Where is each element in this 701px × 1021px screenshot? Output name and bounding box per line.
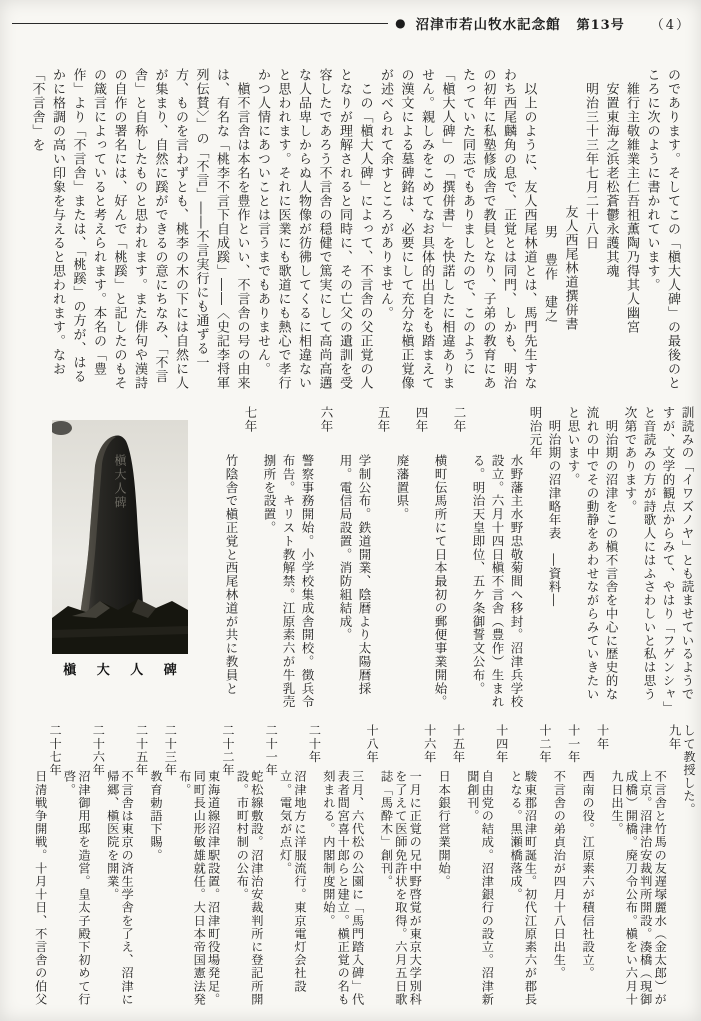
epitaph-signature: 友人西尾林道撰併書 bbox=[562, 205, 578, 331]
entry-year: 四年 bbox=[414, 406, 429, 433]
entry-year: 十年 bbox=[595, 724, 610, 751]
chronology-heading: 明治期の沼津略年表 ―資料― bbox=[547, 406, 562, 607]
paragraph: 訓読みの「イワズノヤ」とも読ませているようですが、文学的観点からみて、やはり「フゲンシャ」と音読みの方が詩歌人にはふさわしいと私は思う次第であります。 bbox=[623, 406, 695, 708]
paragraph: 明治期の沼津をこの槇不言舎を中心に歴史的な流れの中でその動静をあわせながらみていきたいと思います。 bbox=[566, 406, 619, 701]
entry-text: 蛇松線敷設。沼津治安裁判所に登記所開設。市町村制の公布。 bbox=[235, 770, 264, 1006]
entry-text: 三月、六代松の公園に「馬門踏入碑」代表者間宮喜十郎らと建立。槇正覚の名も刻まれる。内閣制度開始。 bbox=[321, 770, 365, 1006]
entry-year: 十五年 bbox=[451, 724, 466, 764]
entry-text: 学制公布。鉄道開業、陰暦より太陽暦採用。電信局設置。消防組結成。 bbox=[338, 454, 372, 696]
chronology-entry bbox=[33, 724, 62, 1012]
chronology-entry bbox=[177, 724, 235, 1012]
entry-text: 警察事務開始。小学校集成舎開校。徴兵令布告。キリスト教解禁。江原素六が牛乳売捌所を設置。 bbox=[262, 454, 315, 709]
page-header bbox=[12, 12, 691, 34]
entry-text: 不言舎の弟貞治が四月十八日出生。 bbox=[552, 770, 567, 980]
entry-year: 二年 bbox=[452, 406, 467, 433]
entry-text: 水野藩主水野忠敬菊間へ移封。沼津兵学校設立。六月十四日槇不言舎（豊作）生まれる。明治天皇即位、五ケ条御誓文公布。 bbox=[471, 454, 524, 709]
chronology-entry bbox=[610, 724, 682, 1012]
epitaph-date: 明治三十三年七月二十八日 bbox=[583, 82, 598, 250]
paragraph: のであります。そしてこの「槇大人碑」の最後のところに次のように書かれています。 bbox=[644, 68, 680, 390]
epitaph-line: 安置東海之浜老松蒼鬱永護其魂 bbox=[603, 82, 619, 278]
article-band-top bbox=[30, 68, 682, 390]
paragraph: この「槇大人碑」によって、不言舎の父正覚の人となりが理解されると同時に、その亡父の遺訓を受容したであろう不言舎の穏健で篤実にして高尚高邁な人品卑しからぬ人物像が彷彿してくるに相違ないと思われます。それに医業にも歌道にも熱心で孝行かつ人情にあついことは言うまでもありません。 bbox=[255, 68, 373, 390]
chronology-entry bbox=[581, 724, 610, 1012]
publication-title: 沼津市若山牧水記念館 bbox=[415, 17, 561, 33]
epitaph-signature: 男 豊作 建之 bbox=[542, 225, 557, 323]
article-band-bottom bbox=[28, 724, 696, 1012]
entry-year: 十六年 bbox=[422, 724, 437, 764]
paragraph: 槇不言舎は本名を豊作といい、不言舎の号の由来は、有名な「桃李不言下自成蹊」――〈史記李将軍列伝賛〉」の「不言」――不言実行にも通ずる一方、ものを言わずとも、桃李の木の下には自然に人が集まり、自然に蹊ができるの意にちなみ、「不言舎」と自称したものと思われます。また俳句や漢詩の自作の署名には、好んで「桃蹊」と記したのもその箴言によっていると考えられます。本名の「豊作」より「不言舎」または、「桃蹊」の方が、はるかに格調の高い印象を与えると思われます。なお「不言舎」を bbox=[29, 68, 250, 390]
entry-text: 廃藩置県。 bbox=[395, 454, 410, 521]
chronology-entry bbox=[235, 724, 278, 1012]
chronology-entry bbox=[469, 406, 545, 714]
photo-caption: 槇 大 人 碑 bbox=[63, 663, 185, 678]
entry-year: 五年 bbox=[376, 406, 391, 433]
chronology-entry bbox=[149, 724, 178, 1012]
entry-text: 一月に正覚の兄中野啓覚が東京大学別科を了えて医師免許状を取得。六月五日歌誌「馬酔木」創刊。 bbox=[379, 770, 423, 1006]
entry-text: 沼津御用邸を造営。皇太子殿下初めて行啓。 bbox=[62, 770, 91, 1006]
epitaph-line: 維行主敬維業主仁吾祖薫陶乃得其人幽宮 bbox=[624, 82, 639, 334]
entry-text: 東海道線沼津駅設置。沼津町役場発足。同町長山形敏雄就任。大日本帝国憲法発布。 bbox=[177, 770, 221, 1006]
header-rule bbox=[12, 23, 388, 24]
entry-year: 二十年 bbox=[307, 724, 322, 764]
entry-text: 横町伝馬所にて日本最初の郵便事業開始。 bbox=[433, 454, 448, 709]
entry-year: 六年 bbox=[319, 406, 334, 433]
chronology-entry bbox=[105, 724, 148, 1012]
entry-year: 十四年 bbox=[494, 724, 509, 764]
chronology-entry bbox=[321, 724, 379, 1012]
monument-photo bbox=[52, 420, 188, 654]
entry-year: 七年 bbox=[243, 406, 258, 433]
entry-text: 日清戦争開戦。十月十日、不言舎の伯父 bbox=[33, 770, 48, 1006]
entry-text: 不言舎は東京の済生学舎を了え、沼津に帰郷、槇医院を開業。 bbox=[105, 770, 135, 1006]
entry-text: 教育勅語下賜。 bbox=[148, 770, 163, 862]
chronology-entry bbox=[260, 406, 336, 714]
entry-year: 二十七年 bbox=[48, 724, 63, 777]
chronology-entry bbox=[222, 406, 260, 714]
entry-text: 沼津地方に洋服流行。東京電灯会社設立。電気が点灯。 bbox=[278, 770, 308, 993]
entry-text: 自由党の結成。沼津銀行の設立。沼津新聞創刊。 bbox=[465, 770, 495, 1006]
bullet-icon: ● bbox=[395, 16, 406, 30]
chronology-entry bbox=[431, 406, 469, 714]
paragraph: 以上のように、友人西尾林道とは、馬門先生すなわち西尾麟角の息で、正覚とは同門、しかも、明治の初年に私塾修成舎で教員となり、子弟の教育にあたっていた同志でもありましたので、このように「槇大人碑」の「撰併書」を快諾したに相違ありません。親しみをこめてなお具体的出自をも踏まえての漢文による墓碑銘は、必要にして充分な槇正覚像が述べられて余すところがありません。 bbox=[378, 68, 537, 390]
issue-number: 第13号 bbox=[576, 17, 625, 33]
chronology-entry bbox=[62, 724, 105, 1012]
entry-year: 二十三年 bbox=[163, 724, 178, 777]
entry-continuation: して教授した。 bbox=[682, 724, 696, 816]
entry-year: 二十一年 bbox=[264, 724, 279, 777]
entry-text: 日本銀行営業開始。 bbox=[437, 770, 452, 888]
page-number: （4） bbox=[650, 17, 691, 33]
entry-year: 十八年 bbox=[365, 724, 380, 764]
entry-text: 駿東郡沼津町誕生。初代江原素六が郡長となる。黒瀬橋落成。 bbox=[509, 770, 538, 1006]
entry-year: 十二年 bbox=[537, 724, 552, 764]
entry-text: 西南の役。江原素六が積信社設立。 bbox=[581, 770, 596, 980]
chronology-entry bbox=[278, 724, 321, 1012]
entry-year: 二十五年 bbox=[134, 724, 149, 777]
chronology-entry bbox=[552, 724, 581, 1012]
entry-year: 九年 bbox=[667, 724, 682, 751]
chronology-entry bbox=[336, 406, 393, 714]
chronology-entry bbox=[393, 406, 431, 714]
chronology-entry bbox=[509, 724, 552, 1012]
entry-text: 竹陰舎で槇正覚と西尾林道が共に教員と bbox=[224, 454, 239, 696]
monument-photo-block bbox=[52, 420, 188, 678]
chronology-entry bbox=[466, 724, 509, 1012]
article-band-middle bbox=[200, 406, 697, 714]
entry-year: 十一年 bbox=[566, 724, 581, 764]
entry-text: 不言舎と竹馬の友遅塚麗水（金太郎）が上京。沼津治安裁判所開設。湊橋（現御成橋）開橋。廃刀令公布。槇をい六月十九日出生。 bbox=[609, 770, 668, 1006]
entry-year: 二十六年 bbox=[91, 724, 106, 777]
stone-engraving: 槇大人碑 bbox=[113, 454, 127, 510]
chronology-entry bbox=[437, 724, 466, 1012]
chronology-entry bbox=[379, 724, 437, 1012]
entry-year: 二十二年 bbox=[221, 724, 235, 777]
entry-year: 明治元年 bbox=[528, 406, 543, 460]
